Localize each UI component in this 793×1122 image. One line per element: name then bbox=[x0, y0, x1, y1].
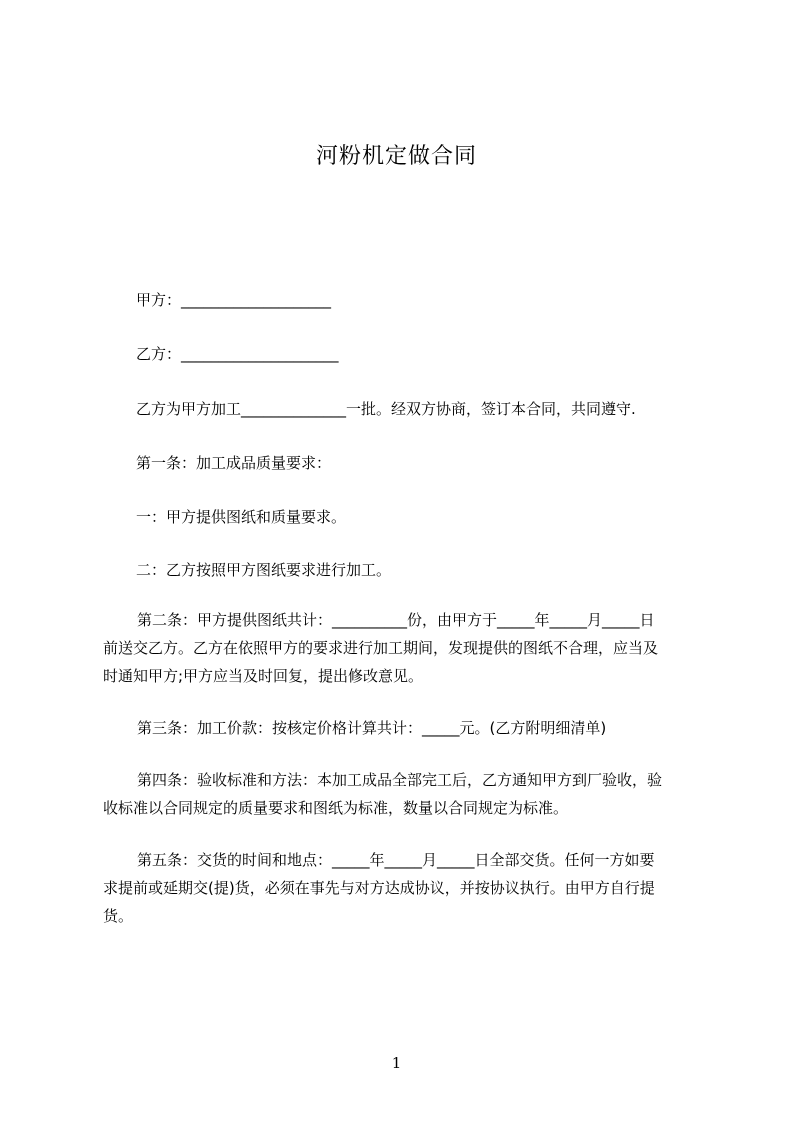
clause2-line1: 第二条：甲方提供图纸共计：__________份，由甲方于_____年_____月_____日 bbox=[137, 611, 655, 629]
clause1-item1: 一：甲方提供图纸和质量要求。 bbox=[136, 508, 347, 526]
clause5-line2: 求提前或延期交(提)货，必须在事先与对方达成协议，并按协议执行。由甲方自行提 bbox=[103, 879, 655, 897]
intro-before: 乙方为甲方加工 bbox=[136, 400, 242, 418]
clause2-line3: 时通知甲方;甲方应当及时回复，提出修改意见。 bbox=[103, 667, 424, 685]
clause5-line3: 货。 bbox=[103, 907, 134, 925]
intro-after: 一批。经双方协商，签订本合同，共同遵守. bbox=[346, 400, 636, 418]
clause5-line1: 第五条：交货的时间和地点：_____年_____月_____日全部交货。任何一方如要 bbox=[137, 851, 655, 869]
clause1-heading: 第一条：加工成品质量要求： bbox=[136, 454, 332, 472]
party-b-line bbox=[136, 342, 716, 366]
clause1-item2: 二：乙方按照甲方图纸要求进行加工。 bbox=[136, 561, 392, 579]
party-b-label: 乙方： bbox=[136, 345, 182, 363]
page-number: 1 bbox=[391, 1054, 402, 1072]
party-a-blank: ____________________ bbox=[181, 291, 332, 309]
clause4-paragraph bbox=[103, 766, 703, 822]
clause4-line2: 收标准以合同规定的质量要求和图纸为标准，数量以合同规定为标准。 bbox=[103, 799, 569, 817]
intro-line bbox=[136, 397, 716, 421]
clause5-paragraph bbox=[103, 846, 703, 930]
clause2-paragraph bbox=[103, 606, 703, 690]
clause4-line1: 第四条：验收标准和方法：本加工成品全部完工后，乙方通知甲方到厂验收，验 bbox=[137, 771, 663, 789]
clause3-text: 第三条：加工价款：按核定价格计算共计：_____元。(乙方附明细清单) bbox=[137, 719, 607, 737]
clause2-line2: 前送交乙方。乙方在依照甲方的要求进行加工期间，发现提供的图纸不合理，应当及 bbox=[103, 639, 659, 657]
party-a-line bbox=[136, 288, 716, 312]
intro-blank: ______________ bbox=[241, 400, 347, 418]
clause3-paragraph bbox=[103, 714, 703, 742]
document-title: 河粉机定做合同 bbox=[315, 144, 477, 169]
party-a-label: 甲方： bbox=[136, 291, 182, 309]
party-b-blank: _____________________ bbox=[181, 345, 339, 363]
